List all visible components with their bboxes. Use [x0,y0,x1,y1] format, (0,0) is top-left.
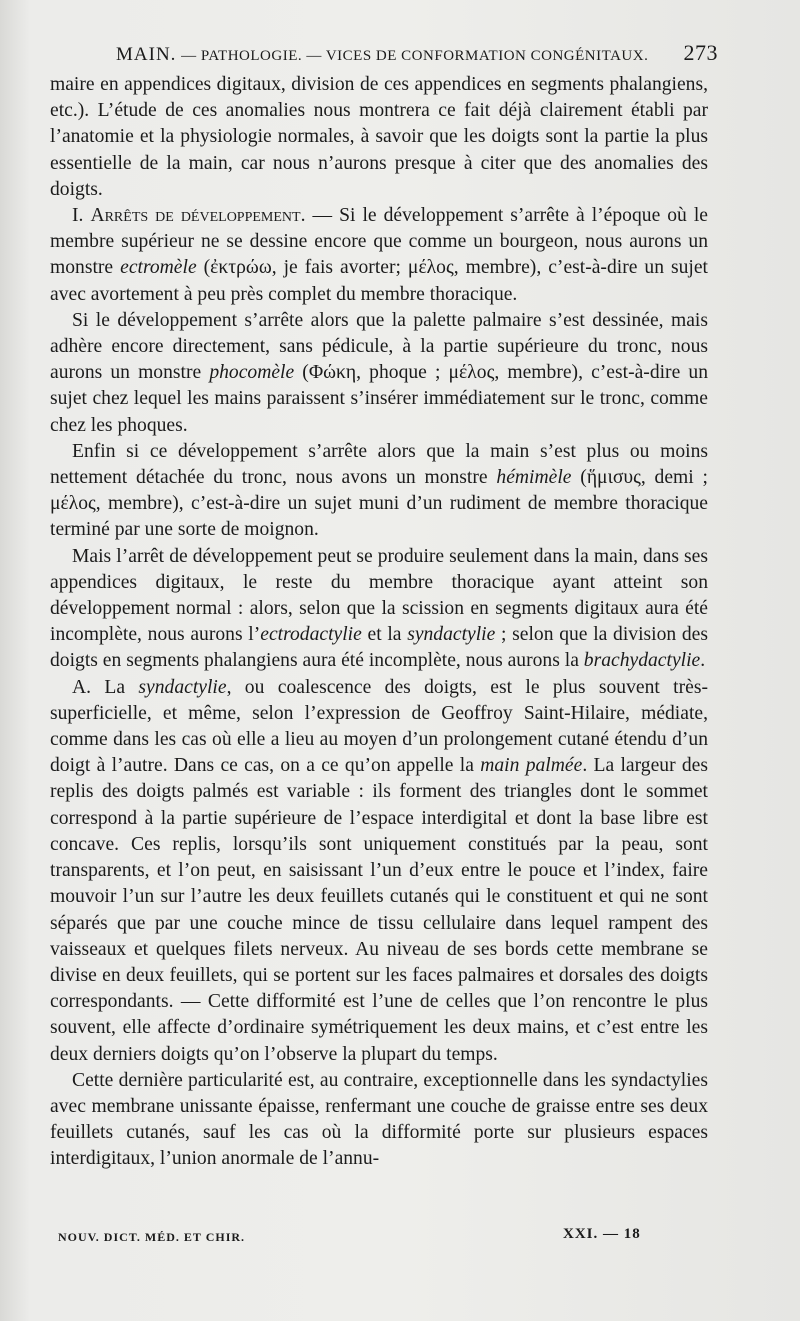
paragraph [50,72,708,203]
body-text [50,72,708,1173]
paragraph [50,308,708,439]
text-run: (ἐκτρώω, je fais avorter; μέλος, membre), c’est-à-dire un sujet avec avortement à peu près complet du membre thoracique. [50,257,708,305]
header-title-rest: — PATHOLOGIE. — VICES DE CONFORMATION CONGÉNITAUX. [181,48,649,64]
paragraph [50,544,708,675]
italic-term: ectrodactylie [260,624,362,646]
footer-sheet: XXI. — 18 [563,1226,641,1242]
text-run: ; selon que la division des doigts en segments phalangiens aura été incomplète, nous aurons la [50,624,708,672]
text-run: Cette dernière particularité est, au contraire, exceptionnelle dans les syndactylies avec membrane unissante épaisse, renfermant une couche de graisse entre ses deux feuillets cutanés, sauf les cas où la difformité porte sur plusieurs espaces interdigitaux, l’union anormale de l’annu- [50,1069,708,1170]
text-run: Si le développement s’arrête alors que la palette palmaire s’est dessinée, mais adhère encore directement, sans pédicule, à la partie supérieure du tronc, nous aurons un monstre [50,309,708,384]
text-run: A. La [72,676,139,698]
paragraph [50,203,708,308]
italic-term: syndactylie [138,676,227,698]
text-run: . [700,650,706,672]
footer-signature: NOUV. DICT. MÉD. ET CHIR. [58,1230,246,1244]
text-run: , ou coalescence des doigts, est le plus souvent très-superficielle, et même, selon l’expression de Geoffroy Saint-Hilaire, médiate, comme dans les cas où elle a lieu au moyen d’un prolongement cutané étendu d’un doigt à l’autre. Dans ce cas, on a ce qu’on appelle la [50,676,709,777]
italic-term: main palmée [480,755,583,777]
page-footer [58,1226,658,1248]
header-title-main: MAIN. [116,44,177,65]
text-run: Mais l’arrêt de développement peut se produire seulement dans la main, dans ses appendices digitaux, le reste du membre thoracique ayant atteint son développement normal : alors, selon que la scission en segments digitaux aura été incomplète, nous aurons l’ [50,545,708,646]
paragraph [50,1068,708,1173]
text-run: (Φώκη, phoque ; μέλος, membre), c’est-à-dire un sujet chez lequel les mains paraissent s’insérer immédiatement sur le tronc, comme chez les phoques. [50,362,708,436]
italic-term: syndactylie [407,624,496,646]
running-header [50,40,718,70]
section-heading: Arrêts de développement. [90,205,306,227]
header-title [116,44,648,66]
italic-term: phocomèle [209,362,295,384]
page-number: 273 [683,40,718,65]
paragraph [50,675,708,1068]
italic-term: ectromèle [120,257,197,279]
paragraph [50,439,708,544]
text-run: — Si le développement s’arrête à l’époque où le membre supérieur ne se dessine encore que comme un bourgeon, nous aurons un monstre [50,205,708,279]
text-run: . La largeur des replis des doigts palmés est variable : ils forment des triangles dont le sommet correspond à la partie supérieure de l’espace interdigital et dont la base libre est concave. Ces replis, lorsqu’ils sont uniquement constitués par la peau, sont transparents, et l’on peut, en saisissant l’un d’eux entre le pouce et l’index, faire mouvoir l’un sur l’autre les deux feuillets cutanés qui le constituent et qui ne sont séparés que par une couche mince de tissu cellulaire dans lequel rampent des vaisseaux et quelques filets nerveux. Au niveau de ses bords cette membrane se divise en deux feuillets, qui se portent sur les faces palmaires et dorsales des doigts correspondants. — Cette difformité est l’une de celles que l’on rencontre le plus souvent, elle affecte d’ordinaire symétriquement les deux mains, et c’est entre les deux derniers doigts qu’on l’observe la plupart du temps. [50,755,709,1065]
text-run: maire en appendices digitaux, division de ces appendices en segments phalangiens, etc.). L’étude de ces anomalies nous montrera ce fait déjà clairement établi par l’anatomie et la physiologie normales, à savoir que les doigts sont la partie la plus essentielle de la main, car nous n’aurons presque à citer que des anomalies des doigts. [50,74,708,200]
text-run: et la [361,624,408,646]
italic-term: hémimèle [496,467,572,489]
italic-term: brachydactylie [583,650,701,672]
text-run: Enfin si ce développement s’arrête alors que la main s’est plus ou moins nettement détachée du tronc, nous avons un monstre [50,440,708,489]
text-run: (ἥμισυς, demi ; μέλος, membre), c’est-à-dire un sujet muni d’un rudiment de membre thoracique terminé par une sorte de moignon. [50,467,708,541]
text-run: I. [72,205,91,227]
